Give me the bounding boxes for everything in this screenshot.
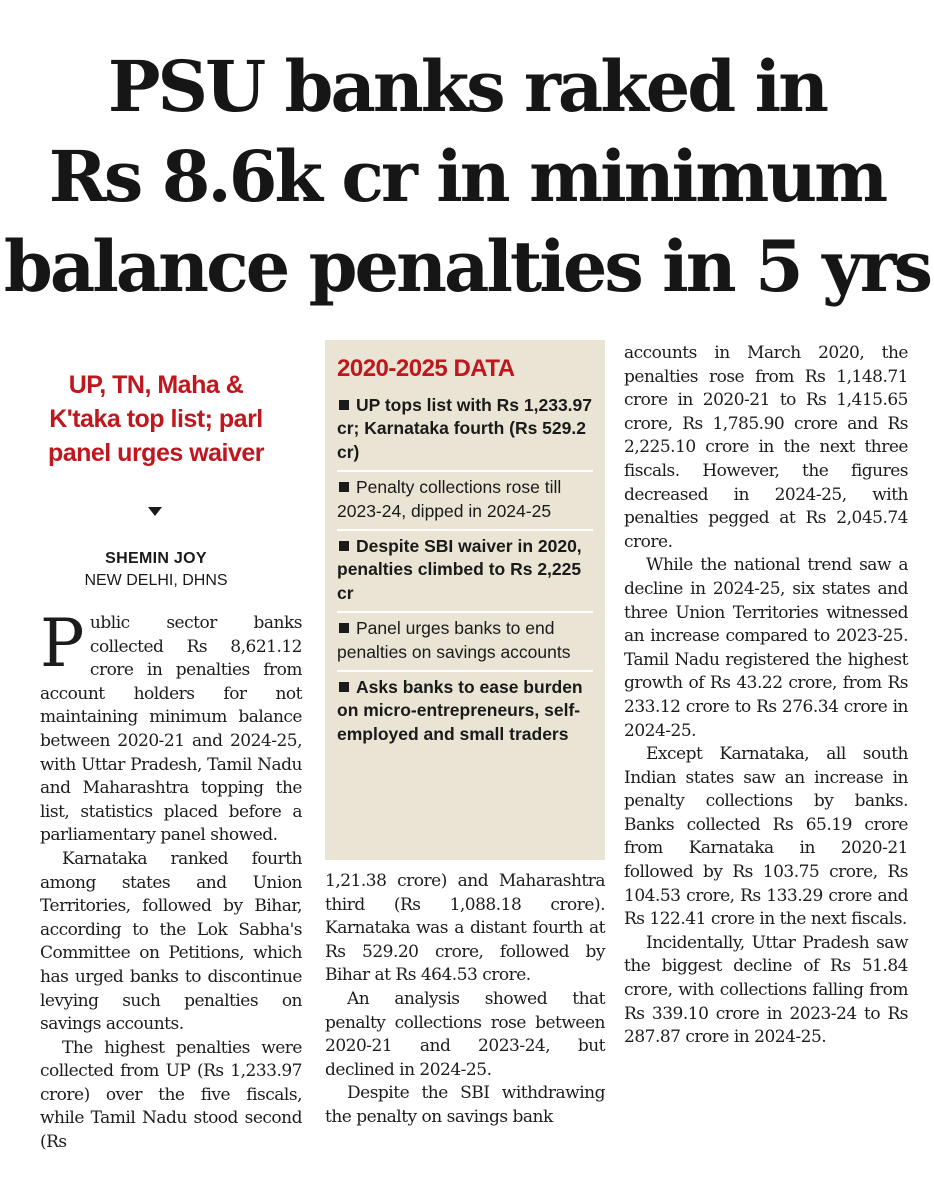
article-paragraph: While the national trend saw a decline in 2024-25, six states and three Union Territories witnessed an increase compared to 2023-25. Tamil Nadu registered the highest growth of Rs 43.22 crore, from Rs 233.12 crore to Rs 276.34 crore in 2024-25. — [624, 555, 908, 741]
article-paragraph: Karnataka ranked fourth among states and Union Territories, followed by Bihar, according to the Lok Sabha's Committee on Petitions, which has urged banks to discontinue levying such penalties on savings accounts. — [40, 848, 302, 1035]
headline-line-1: PSU banks raked in — [107, 45, 827, 128]
article-paragraph: Despite the SBI withdrawing the penalty on savings bank — [325, 1083, 605, 1127]
headline-line-2: Rs 8.6k cr in minimum — [48, 135, 886, 218]
article-column-1 — [40, 605, 302, 1155]
article-paragraph: accounts in March 2020, the penalties rose from Rs 1,148.71 crore in 2020-21 to Rs 1,415.65 crore, Rs 1,785.90 crore and Rs 2,225.10 crore in the next three fiscals. However, the figures decreased in 2024-25, with penalties pegged at Rs 2,045.74 crore. — [624, 343, 908, 552]
sidebar-item: Panel urges banks to end penalties on savings accounts — [337, 613, 593, 672]
deck-subheadline: UP, TN, Maha & K'taka top list; parl panel urges waiver — [47, 371, 265, 467]
square-bullet-icon — [339, 623, 349, 633]
article-paragraph: Incidentally, Uttar Pradesh saw the biggest decline of Rs 51.84 crore, with collections falling from Rs 339.10 crore in 2023-24 to Rs 287.87 crore in 2024-25. — [624, 932, 908, 1048]
sidebar-title: 2020-2025 DATA — [337, 355, 515, 382]
headline — [0, 42, 934, 312]
article-paragraph: Except Karnataka, all south Indian states saw an increase in penalty collections by banks. Banks collected Rs 65.19 crore from Karnataka in 2020-21 followed by Rs 103.75 crore, Rs 104.53 crore, Rs 133.29 crore and Rs 122.41 crore in the next fiscals. — [624, 744, 908, 930]
article-column-2 — [325, 870, 605, 1130]
article-paragraph: An analysis showed that penalty collections rose between 2020-21 and 2023-24, but declined in 2024-25. — [325, 988, 605, 1080]
article-column-3 — [624, 342, 908, 1050]
byline-location: NEW DELHI, DHNS — [84, 572, 228, 589]
square-bullet-icon — [339, 682, 349, 692]
article-paragraph: The highest penalties were collected from UP (Rs 1,233.97 crore) over the five fiscals, while Tamil Nadu stood second (Rs — [40, 1037, 302, 1153]
article-paragraph: 1,21.38 crore) and Maharashtra third (Rs 1,088.18 crore). Karnataka was a distant fourth at Rs 529.20 crore, followed by Bihar at Rs 464.53 crore. — [325, 871, 605, 986]
sidebar-item: UP tops list with Rs 1,233.97 cr; Karnataka fourth (Rs 529.2 cr) — [337, 390, 593, 472]
square-bullet-icon — [339, 541, 349, 551]
square-bullet-icon — [339, 482, 349, 492]
sidebar-item: Despite SBI waiver in 2020, penalties climbed to Rs 2,225 cr — [337, 531, 593, 613]
byline-author: SHEMIN JOY — [105, 550, 207, 567]
headline-line-3: balance penalties in 5 yrs — [3, 225, 931, 308]
byline — [40, 548, 272, 592]
dropcap: P — [40, 605, 84, 682]
data-sidebar — [325, 340, 605, 860]
article-paragraph: Public sector banks collected Rs 8,621.12 crore in penalties from account holders for not maintaining minimum balance between 2020-21 and 2024-25, with Uttar Pradesh, Tamil Nadu and Maharashtra topping the list, statistics placed before a parliamentary panel showed. — [40, 605, 302, 846]
sidebar-item: Penalty collections rose till 2023-24, dipped in 2024-25 — [337, 472, 593, 531]
sidebar-item: Asks banks to ease burden on micro-entrepreneurs, self-employed and small traders — [337, 677, 583, 744]
square-bullet-icon — [339, 400, 349, 410]
deck-arrow-icon — [148, 507, 162, 516]
